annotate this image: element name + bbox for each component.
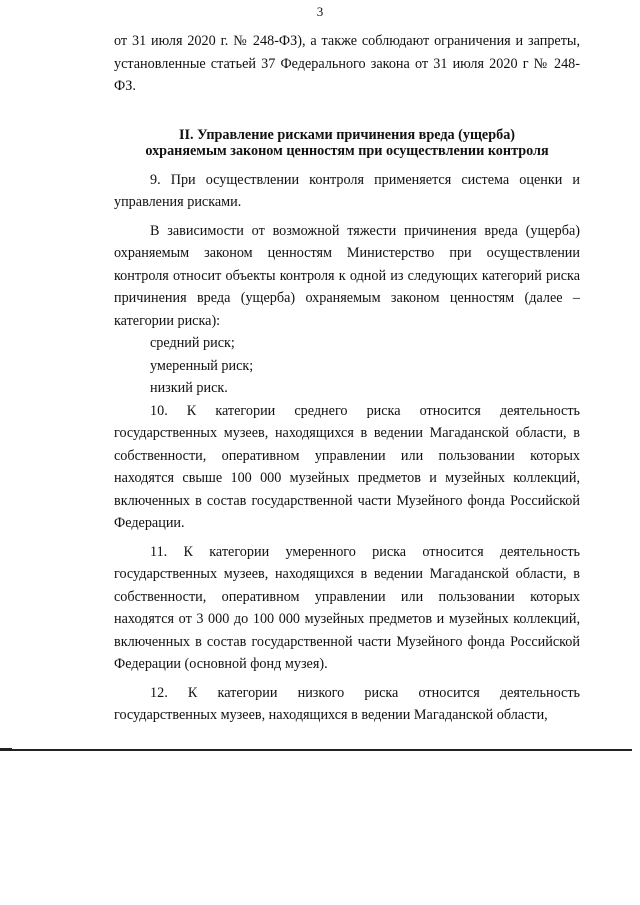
- paragraph-9: 9. При осуществлении контроля применяется система оценки и управления рисками.: [114, 171, 580, 210]
- document-body: [114, 30, 580, 727]
- section-heading-line-1: II. Управление рисками причинения вреда (ущерба): [178, 126, 516, 143]
- paragraph-continuation: от 31 июля 2020 г. № 248-ФЗ), а также соблюдают ограничения и запреты, установленные статьей 37 Федерального закона от 31 июля 2020 г № 248-ФЗ.: [114, 33, 580, 94]
- paragraph-12: 12. К категории низкого риска относится деятельность государственных музеев, находящихся в ведении Магаданской области,: [114, 684, 580, 723]
- list-item-low-risk: низкий риск.: [150, 380, 228, 396]
- paragraph-10: 10. К категории среднего риска относится деятельность государственных музеев, находящихся в ведении Магаданской области, в собственности, оперативном управлении или пользовании которых находятся свыше 100 000 музейных предметов и музейных коллекций, включенных в состав государственной части Музейного фонда Российской Федерации.: [114, 402, 580, 531]
- list-item-medium-risk: средний риск;: [150, 335, 235, 351]
- paragraph-9-categories: В зависимости от возможной тяжести причинения вреда (ущерба) охраняемым законом ценностям Министерство при осуществлении контроля относит объекты контроля к одной из следующих категорий риска причинения вреда (ущерба) охраняемым законом ценностям (далее – категории риска):: [114, 222, 580, 329]
- paragraph-11: 11. К категории умеренного риска относится деятельность государственных музеев, находящихся в ведении Магаданской области, в собственности, оперативном управлении или пользовании которых находятся от 3 000 до 100 000 музейных предметов и музейных коллекций, включенных в состав государственной части Музейного фонда Российской Федерации (основной фонд музея).: [114, 543, 580, 672]
- page-number: 3: [316, 4, 324, 19]
- section-heading: [114, 127, 580, 160]
- footer-rule: [8, 749, 632, 751]
- list-item-moderate-risk: умеренный риск;: [150, 357, 254, 374]
- section-heading-line-2: охраняемым законом ценностям при осуществлении контроля: [145, 143, 549, 159]
